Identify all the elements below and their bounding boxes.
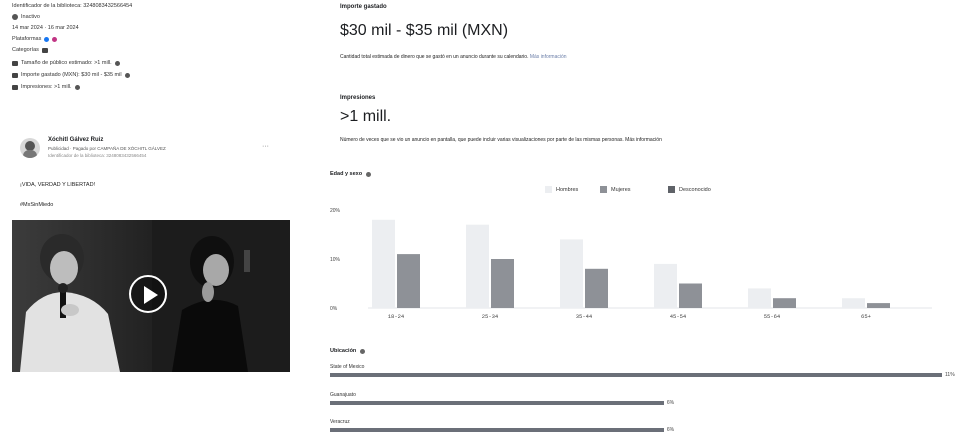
legend-item-mujeres[interactable] xyxy=(600,186,631,193)
y-tick-label: 20% xyxy=(330,208,341,214)
audience-text: Tamaño de público estimado: >1 mill. xyxy=(21,60,112,66)
impressions-desc xyxy=(340,137,662,143)
spend-label: Importe gastado xyxy=(340,4,387,10)
x-tick-label: 35-44 xyxy=(575,313,593,320)
legend-swatch xyxy=(668,186,675,193)
legend-item-hombres[interactable] xyxy=(545,186,578,193)
megaphone-icon xyxy=(42,48,48,53)
platforms-row xyxy=(12,36,57,42)
bar-mujeres-25-34[interactable] xyxy=(491,259,514,308)
categories-label: Categorías xyxy=(12,47,39,53)
location-label-text: Ubicación xyxy=(330,348,357,354)
status-text: Inactivo xyxy=(21,14,40,20)
play-icon xyxy=(144,286,158,304)
categories-row xyxy=(12,47,48,53)
legend-label: Hombres xyxy=(556,186,579,193)
location-bar xyxy=(330,373,942,377)
x-tick-label: 65+ xyxy=(861,313,871,320)
bar-mujeres-55-64[interactable] xyxy=(773,298,796,308)
spend-more-info-link[interactable]: Más información xyxy=(529,54,567,60)
info-icon[interactable] xyxy=(125,73,130,78)
x-tick-label: 25-34 xyxy=(481,313,499,320)
legend-item-desconocido[interactable] xyxy=(668,186,711,193)
facebook-icon xyxy=(44,37,49,42)
audience-row xyxy=(12,60,120,66)
platforms-label: Plataformas xyxy=(12,36,42,42)
location-label xyxy=(330,348,365,354)
spend-desc-text: Cantidad total estimada de dinero que se gastó en un anuncio durante su calendario. xyxy=(340,54,529,60)
location-percent: 11% xyxy=(945,372,955,378)
ad-card xyxy=(0,0,300,441)
play-button[interactable] xyxy=(129,275,167,313)
info-icon[interactable] xyxy=(360,349,365,354)
impressions-text: Impresiones: >1 mill. xyxy=(21,84,72,90)
location-name: Guanajuato xyxy=(330,392,356,398)
bar-mujeres-35-44[interactable] xyxy=(585,269,608,308)
dates-text: 14 mar 2024 · 16 mar 2024 xyxy=(12,25,79,31)
location-bar xyxy=(330,428,664,432)
location-percent: 6% xyxy=(666,400,675,406)
info-icon[interactable] xyxy=(75,85,80,90)
impressions-value: >1 mill. xyxy=(340,108,392,125)
y-tick-label: 0% xyxy=(330,306,338,312)
ad-caption: ¡VIDA, VERDAD Y LIBERTAD! xyxy=(20,182,96,188)
library-id-text: Identificador de la biblioteca: 3248083432566454 xyxy=(12,3,133,9)
eye-icon xyxy=(12,85,18,90)
location-name: Veracruz xyxy=(330,419,350,425)
x-tick-label: 55-64 xyxy=(763,313,781,320)
impressions-row xyxy=(12,84,80,90)
legend-swatch xyxy=(600,186,607,193)
advertiser-name[interactable]: Xóchitl Gálvez Ruiz xyxy=(48,137,104,143)
spent-text: Importe gastado (MXN): $30 mil - $35 mil xyxy=(21,72,122,78)
impressions-desc-text: Número de veces que se vio un anuncio en pantalla, que puede incluir varias visualizaciones por parte de las mismas personas. xyxy=(340,137,624,143)
bar-hombres-55-64[interactable] xyxy=(748,288,771,308)
bar-mujeres-45-54[interactable] xyxy=(679,284,702,309)
spend-value: $30 mil - $35 mil (MXN) xyxy=(340,22,509,39)
spent-row xyxy=(12,72,130,78)
impressions-more-info-link[interactable]: Más información xyxy=(625,137,662,143)
status-icon xyxy=(12,14,18,20)
age-gender-chart xyxy=(320,200,940,328)
library-id xyxy=(12,3,132,9)
bar-hombres-18-24[interactable] xyxy=(372,220,395,308)
bar-mujeres-65+[interactable] xyxy=(867,303,890,308)
bar-hombres-65+[interactable] xyxy=(842,298,865,308)
avatar[interactable] xyxy=(20,138,40,158)
legend-swatch xyxy=(545,186,552,193)
status-row xyxy=(12,14,40,20)
legend-label: Mujeres xyxy=(611,186,631,193)
dates-row xyxy=(12,25,79,31)
x-tick-label: 18-24 xyxy=(387,313,405,320)
info-icon[interactable] xyxy=(115,61,120,66)
advertiser-sub: Publicidad · Pagado por CAMPAÑA DE XÓCHITL GÁLVEZ xyxy=(48,146,166,151)
bar-hombres-35-44[interactable] xyxy=(560,239,583,308)
bar-hombres-45-54[interactable] xyxy=(654,264,677,308)
spend-desc xyxy=(340,54,567,60)
audience-icon xyxy=(12,61,18,66)
ad-hashtag[interactable]: #MxSinMiedo xyxy=(20,202,54,208)
age-gender-label xyxy=(330,171,371,177)
age-gender-label-text: Edad y sexo xyxy=(330,171,363,177)
location-percent: 6% xyxy=(666,427,675,433)
y-tick-label: 10% xyxy=(330,257,341,263)
bar-hombres-25-34[interactable] xyxy=(466,225,489,308)
more-options-icon[interactable]: ··· xyxy=(262,143,269,150)
instagram-icon xyxy=(52,37,57,42)
bar-mujeres-18-24[interactable] xyxy=(397,254,420,308)
info-icon[interactable] xyxy=(366,172,371,177)
legend-label: Desconocido xyxy=(679,186,711,193)
impressions-label: Impresiones xyxy=(340,95,376,101)
advertiser-sub2: Identificador de la biblioteca: 3248083432566454 xyxy=(48,153,147,158)
money-icon xyxy=(12,73,18,78)
location-bar xyxy=(330,401,664,405)
x-tick-label: 45-54 xyxy=(669,313,687,320)
video-thumbnail[interactable] xyxy=(12,220,290,372)
location-name: State of Mexico xyxy=(330,364,365,370)
